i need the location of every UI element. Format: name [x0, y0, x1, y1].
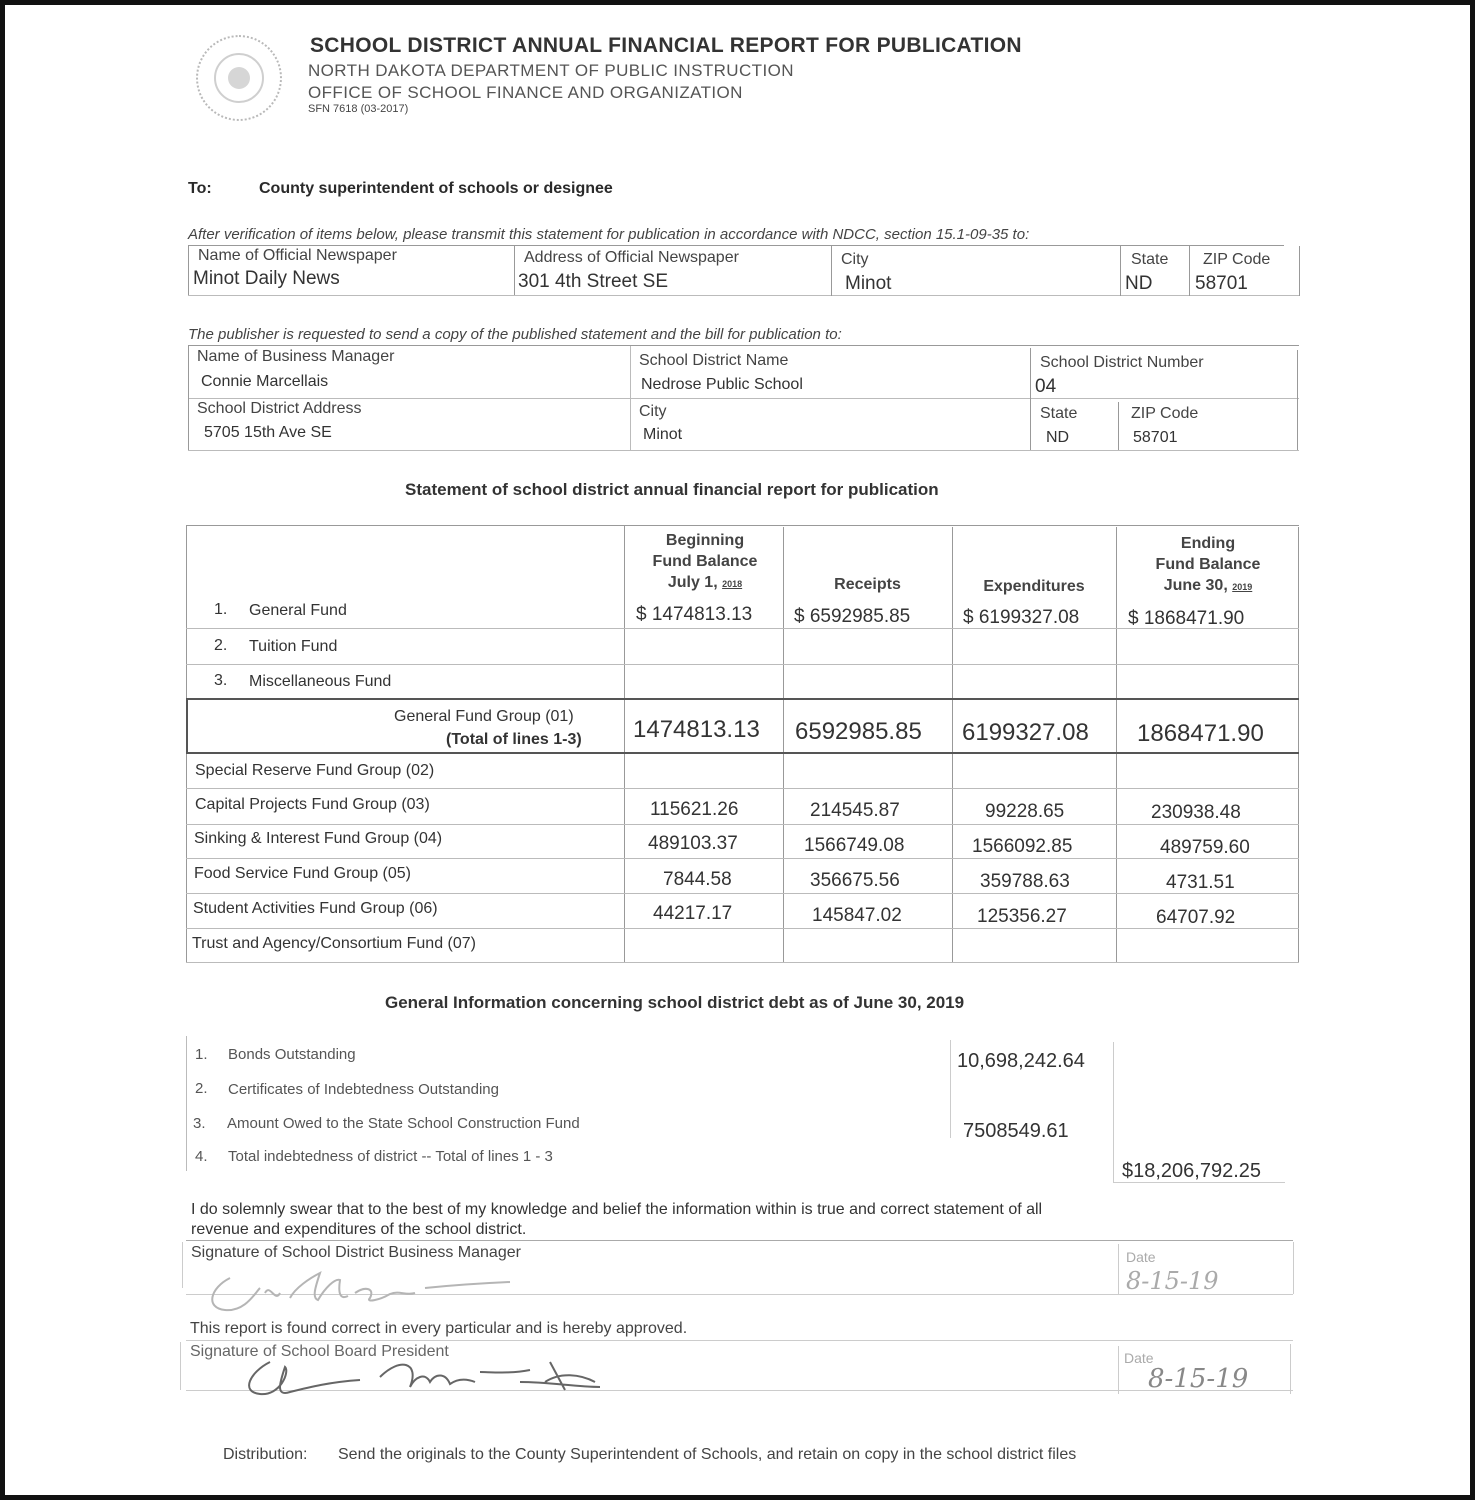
district-zip-label: ZIP Code — [1131, 405, 1199, 422]
president-date-label: Date — [1124, 1350, 1154, 1366]
certificates-label: Certificates of Indebtedness Outstanding — [228, 1081, 499, 1098]
newspaper-instruction: After verification of items below, please transmit this statement for publication in accordance with NDCC, section 15.1-09-35 to: — [188, 226, 1030, 243]
food-service-begin: 7844.58 — [663, 869, 732, 890]
fund-group-label: Trust and Agency/Consortium Fund (07) — [192, 935, 476, 952]
col-expenditures-header: Expenditures — [983, 578, 1085, 595]
district-zip-value: 58701 — [1133, 429, 1178, 446]
district-city-label: City — [639, 403, 667, 420]
newspaper-name-label: Name of Official Newspaper — [198, 247, 397, 264]
col-receipts-header: Receipts — [834, 576, 901, 593]
fund-group-label: Sinking & Interest Fund Group (04) — [194, 830, 443, 847]
newspaper-city-label: City — [841, 251, 869, 268]
food-service-receipts: 356675.56 — [810, 870, 900, 891]
capital-projects-end: 230938.48 — [1151, 802, 1241, 823]
row-label-general-fund: General Fund — [249, 602, 347, 619]
district-number-label: School District Number — [1040, 354, 1204, 371]
district-name-label: School District Name — [639, 352, 789, 369]
bonds-outstanding-label: Bonds Outstanding — [228, 1046, 356, 1063]
row-number: 3. — [214, 672, 228, 689]
manager-signature-label: Signature of School District Business Manager — [191, 1244, 521, 1261]
manager-date-value: 8-15-19 — [1126, 1267, 1219, 1295]
fund-group-label: Special Reserve Fund Group (02) — [195, 762, 435, 779]
sinking-interest-expenditures: 1566092.85 — [972, 836, 1073, 857]
col-ending-header: Ending Fund Balance June 30, 2019 — [1155, 535, 1261, 594]
debt-item-number: 3. — [193, 1115, 206, 1132]
district-number-value: 04 — [1035, 376, 1057, 397]
district-city-value: Minot — [643, 426, 683, 443]
office-name: OFFICE OF SCHOOL FINANCE AND ORGANIZATION — [308, 83, 743, 102]
group-receipts-total: 6592985.85 — [795, 718, 922, 745]
general-fund-begin: $ 1474813.13 — [636, 604, 753, 625]
newspaper-address-label: Address of Official Newspaper — [524, 249, 739, 266]
student-activities-expenditures: 125356.27 — [977, 906, 1067, 927]
president-date-value: 8-15-19 — [1148, 1364, 1249, 1394]
distribution-label: Distribution: — [223, 1446, 308, 1463]
fund-group-label: Food Service Fund Group (05) — [194, 865, 411, 882]
food-service-end: 4731.51 — [1166, 872, 1235, 893]
to-recipient: County superintendent of schools or designee — [259, 180, 613, 197]
total-indebtedness-value: $18,206,792.25 — [1122, 1160, 1262, 1182]
statement-title: Statement of school district annual financial report for publication — [405, 480, 939, 499]
fund-group-label: Capital Projects Fund Group (03) — [195, 796, 430, 813]
district-address-value: 5705 15th Ave SE — [204, 424, 332, 441]
department-name: NORTH DAKOTA DEPARTMENT OF PUBLIC INSTRUCTION — [308, 61, 794, 80]
debt-item-number: 4. — [195, 1148, 208, 1165]
food-service-expenditures: 359788.63 — [980, 871, 1070, 892]
bonds-outstanding-value: 10,698,242.64 — [957, 1050, 1085, 1072]
sinking-interest-begin: 489103.37 — [648, 833, 738, 854]
sinking-interest-receipts: 1566749.08 — [804, 835, 905, 856]
newspaper-city-value: Minot — [845, 273, 892, 294]
business-manager-label: Name of Business Manager — [197, 348, 395, 365]
group-expenditures-total: 6199327.08 — [962, 719, 1089, 746]
student-activities-begin: 44217.17 — [653, 903, 733, 924]
president-signature-label: Signature of School Board President — [190, 1343, 449, 1360]
newspaper-zip-label: ZIP Code — [1203, 251, 1271, 268]
newspaper-state-label: State — [1131, 251, 1169, 268]
row-label-misc-fund: Miscellaneous Fund — [249, 673, 392, 690]
row-number: 1. — [214, 601, 228, 618]
district-state-label: State — [1040, 405, 1078, 422]
newspaper-zip-value: 58701 — [1195, 273, 1248, 294]
business-manager-value: Connie Marcellais — [201, 373, 329, 390]
group-end-total: 1868471.90 — [1137, 720, 1264, 747]
general-fund-receipts: $ 6592985.85 — [794, 606, 911, 627]
capital-projects-begin: 115621.26 — [650, 799, 739, 820]
sinking-interest-end: 489759.60 — [1160, 837, 1250, 858]
construction-fund-label: Amount Owed to the State School Construction Fund — [227, 1115, 580, 1132]
general-fund-group-sublabel: (Total of lines 1-3) — [446, 731, 582, 748]
to-label: To: — [188, 180, 212, 197]
newspaper-state-value: ND — [1125, 273, 1153, 294]
construction-fund-value: 7508549.61 — [963, 1120, 1069, 1142]
general-fund-end: $ 1868471.90 — [1128, 608, 1245, 629]
newspaper-name-value: Minot Daily News — [193, 268, 340, 289]
capital-projects-expenditures: 99228.65 — [985, 801, 1065, 822]
fund-group-label: Student Activities Fund Group (06) — [193, 900, 438, 917]
row-label-tuition-fund: Tuition Fund — [249, 638, 338, 655]
begin-year: 2018 — [722, 579, 743, 589]
col-beginning-header: Beginning Fund Balance July 1, 2018 — [652, 532, 758, 591]
row-number: 2. — [214, 637, 228, 654]
approval-text: This report is found correct in every particular and is hereby approved. — [190, 1320, 688, 1337]
total-indebtedness-label: Total indebtedness of district -- Total of lines 1 - 3 — [228, 1148, 553, 1165]
end-year: 2019 — [1232, 582, 1253, 592]
district-state-value: ND — [1046, 429, 1070, 446]
state-seal-icon — [196, 35, 282, 121]
debt-item-number: 1. — [195, 1046, 208, 1063]
district-address-label: School District Address — [197, 400, 362, 417]
general-fund-expenditures: $ 6199327.08 — [963, 607, 1080, 628]
oath-text-line-2: revenue and expenditures of the school district. — [191, 1221, 527, 1238]
general-fund-group-label: General Fund Group (01) — [394, 708, 574, 725]
district-name-value: Nedrose Public School — [641, 376, 803, 393]
distribution-text: Send the originals to the County Superintendent of Schools, and retain on copy in the school district files — [338, 1446, 1077, 1463]
newspaper-address-value: 301 4th Street SE — [518, 271, 668, 292]
student-activities-end: 64707.92 — [1156, 907, 1236, 928]
debt-title: General Information concerning school district debt as of June 30, 2019 — [385, 993, 965, 1012]
debt-item-number: 2. — [195, 1080, 208, 1097]
student-activities-receipts: 145847.02 — [812, 905, 902, 926]
oath-text-line-1: I do solemnly swear that to the best of my knowledge and belief the information within is true and correct statement of all — [191, 1201, 1043, 1218]
manager-signature-scrawl-icon — [200, 1258, 530, 1318]
group-begin-total: 1474813.13 — [633, 716, 760, 743]
capital-projects-receipts: 214545.87 — [810, 800, 900, 821]
president-signature-scrawl-icon — [230, 1352, 630, 1404]
report-title: SCHOOL DISTRICT ANNUAL FINANCIAL REPORT FOR PUBLICATION — [310, 34, 1022, 57]
manager-date-label: Date — [1126, 1249, 1156, 1265]
form-number: SFN 7618 (03-2017) — [308, 103, 409, 115]
publisher-instruction: The publisher is requested to send a copy of the published statement and the bill for publication to: — [188, 326, 842, 343]
